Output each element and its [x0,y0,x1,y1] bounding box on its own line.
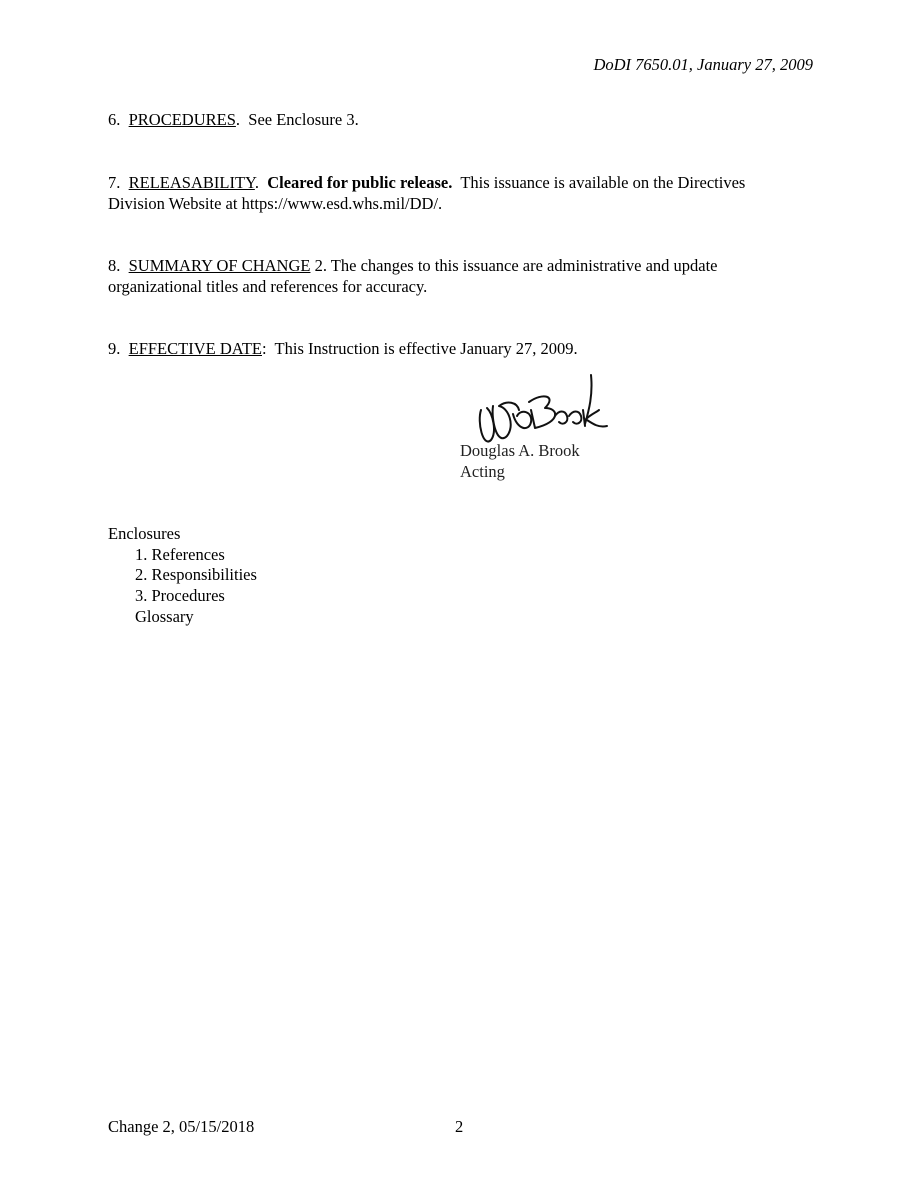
section-title: SUMMARY OF CHANGE [128,256,311,275]
section-text-line2: Division Website at https://www.esd.whs.mil/DD/. [108,194,443,213]
document-reference-header: DoDI 7650.01, January 27, 2009 [593,55,813,74]
handwritten-signature-icon [473,370,613,450]
signer-name: Douglas A. Brook [460,441,580,460]
section-number: 9. [108,339,121,358]
list-item: 1. References [135,544,225,564]
signature-block [455,370,655,485]
section-text-line2: organizational titles and references for accuracy. [108,277,428,296]
section-title: PROCEDURES [128,110,236,129]
section-title: EFFECTIVE DATE [128,339,262,358]
list-item: 2. Responsibilities [135,565,257,585]
list-item: Glossary [135,606,194,626]
signer-title: Acting [460,462,505,481]
footer-page-number: 2 [455,1117,464,1136]
section-text: See Enclosure 3. [248,110,359,129]
list-item: 3. Procedures [135,586,225,606]
section-procedures: 6. PROCEDURES. See Enclosure 3. [108,110,359,129]
section-number: 8. [108,256,121,275]
section-text: This Instruction is effective January 27, 2009. [274,339,578,358]
section-title: RELEASABILITY [128,173,255,192]
enclosures-list [108,524,257,628]
section-text-line1: 2. The changes to this issuance are administrative and update [314,256,718,275]
release-statement: Cleared for public release. [267,173,453,192]
section-text-line1: This issuance is available on the Directives [460,173,746,192]
section-releasability: 7. RELEASABILITY. Cleared for public release. This issuance is available on the Directives Division Website at https://www.esd.whs.mil/DD/. [108,173,746,213]
section-number: 6. [108,110,121,129]
section-effective-date: 9. EFFECTIVE DATE: This Instruction is effective January 27, 2009. [108,339,578,358]
section-number: 7. [108,173,121,192]
section-summary-of-change [108,255,718,297]
footer-change-note: Change 2, 05/15/2018 [108,1117,255,1136]
enclosures-heading: Enclosures [108,524,181,543]
